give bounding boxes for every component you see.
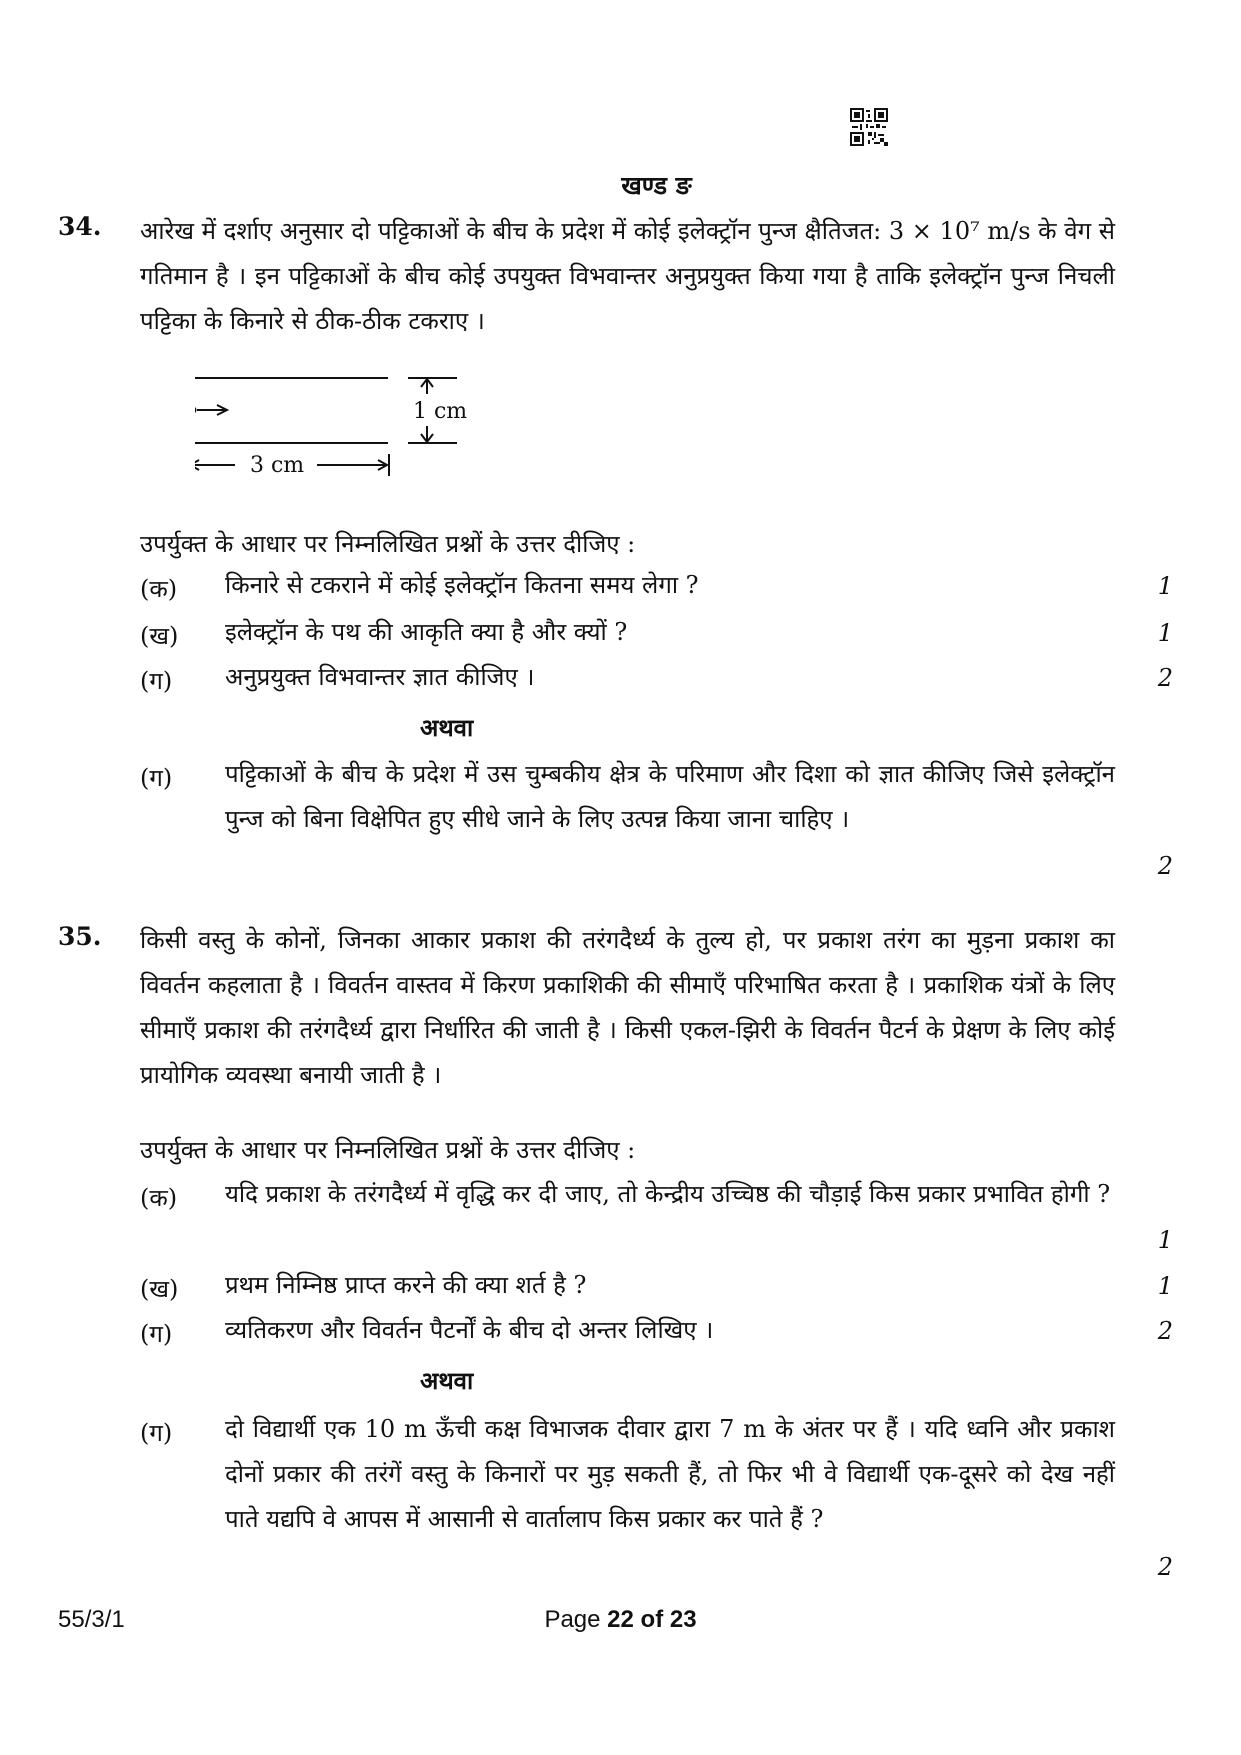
part-text: यदि प्रकाश के तरंगदैर्ध्य में वृद्धि कर दी जाए, तो केन्द्रीय उच्चिष्ठ की चौड़ाई किस प्रकार प्रभावित होगी ?	[225, 1180, 1111, 1208]
part-text: प्रथम निम्निष्ठ प्राप्त करने की क्या शर्त है ?	[225, 1271, 587, 1299]
marks: 1	[1157, 619, 1173, 647]
part-label: (ग)	[140, 764, 173, 792]
paper-code: 55/3/1	[58, 1606, 125, 1633]
part-text: इलेक्ट्रॉन के पथ की आकृति क्या है और क्यों ?	[225, 618, 628, 646]
part-label: (ख)	[140, 622, 179, 650]
part-label: (ख)	[140, 1275, 179, 1303]
marks: 2	[1157, 1317, 1173, 1345]
plates-diagram	[195, 370, 535, 490]
part-text: व्यतिकरण और विवर्तन पैटर्नों के बीच दो अन्तर लिखिए ।	[225, 1316, 714, 1344]
section-heading: खण्ड ङ	[621, 171, 692, 200]
part-text: किनारे से टकराने में कोई इलेक्ट्रॉन कितना समय लेगा ?	[225, 571, 699, 599]
instruction: उपर्युक्त के आधार पर निम्नलिखित प्रश्नों के उत्तर दीजिए :	[140, 530, 636, 558]
marks: 2	[1157, 664, 1173, 692]
instruction: उपर्युक्त के आधार पर निम्नलिखित प्रश्नों के उत्तर दीजिए :	[140, 1136, 636, 1164]
or-label: अथवा	[420, 713, 474, 742]
question-stem: किसी वस्तु के कोनों, जिनका आकार प्रकाश की तरंगदैर्ध्य के तुल्य हो, पर प्रकाश तरंग का मुड़ना प्रकाश का विवर्तन कहलाता है । विवर्तन वास्तव में किरण प्रकाशिकी की सीमाएँ परिभाषित करता है । प्रकाशिक यंत्रों के लिए सीमाएँ प्रकाश की तरंगदैर्ध्य द्वारा निर्धारित की जाती है । किसी एकल-झिरी के विवर्तन पैटर्न के प्रेक्षण के लिए कोई प्रायोगिक व्यवस्था बनायी जाती है ।	[140, 926, 1115, 1089]
part-text: पट्टिकाओं के बीच के प्रदेश में उस चुम्बकीय क्षेत्र के परिमाण और दिशा को ज्ञात कीजिए जिसे इलेक्ट्रॉन पुन्ज को बिना विक्षेपित हुए सीधे जाने के लिए उत्पन्न किया जाना चाहिए ।	[225, 760, 1115, 833]
question-stem: आरेख में दर्शाए अनुसार दो पट्टिकाओं के बीच के प्रदेश में कोई इलेक्ट्रॉन पुन्ज क्षैतिजत: 3 × 10⁷ m/s के वेग से गतिमान है । इन पट्टिकाओं के बीच कोई उपयुक्त विभवान्तर अनुप्रयुक्त किया गया है ताकि इलेक्ट्रॉन पुन्ज निचली पट्टिका के किनारे से ठीक-ठीक टकराए ।	[140, 217, 1115, 335]
length-label: 3 cm	[250, 453, 305, 478]
electron-dot	[195, 407, 197, 414]
part-label: (ग)	[140, 667, 173, 695]
question-number: 35.	[58, 922, 102, 951]
part-label: (क)	[140, 1184, 178, 1212]
height-label: 1 cm	[413, 399, 468, 424]
part-label: (ग)	[140, 1419, 173, 1447]
marks: 1	[1157, 1272, 1173, 1300]
or-label: अथवा	[420, 1366, 474, 1395]
marks: 1	[1157, 572, 1173, 600]
page-number: Page 22 of 23	[544, 1606, 697, 1633]
part-label: (ग)	[140, 1320, 173, 1348]
marks: 2	[1157, 852, 1173, 880]
qr-code-icon	[850, 108, 888, 146]
part-text: दो विद्यार्थी एक 10 m ऊँची कक्ष विभाजक दीवार द्वारा 7 m के अंतर पर हैं । यदि ध्वनि और प्रकाश दोनों प्रकार की तरंगें वस्तु के किनारों पर मुड़ सकती हैं, तो फिर भी वे विद्यार्थी एक-दूसरे को देख नहीं पाते यद्यपि वे आपस में आसानी से वार्तालाप किस प्रकार कर पाते हैं ?	[225, 1415, 1115, 1533]
marks: 1	[1157, 1226, 1173, 1254]
part-text: अनुप्रयुक्त विभवान्तर ज्ञात कीजिए ।	[225, 663, 535, 691]
question-number: 34.	[58, 212, 102, 241]
marks: 2	[1157, 1553, 1173, 1581]
part-label: (क)	[140, 575, 178, 603]
